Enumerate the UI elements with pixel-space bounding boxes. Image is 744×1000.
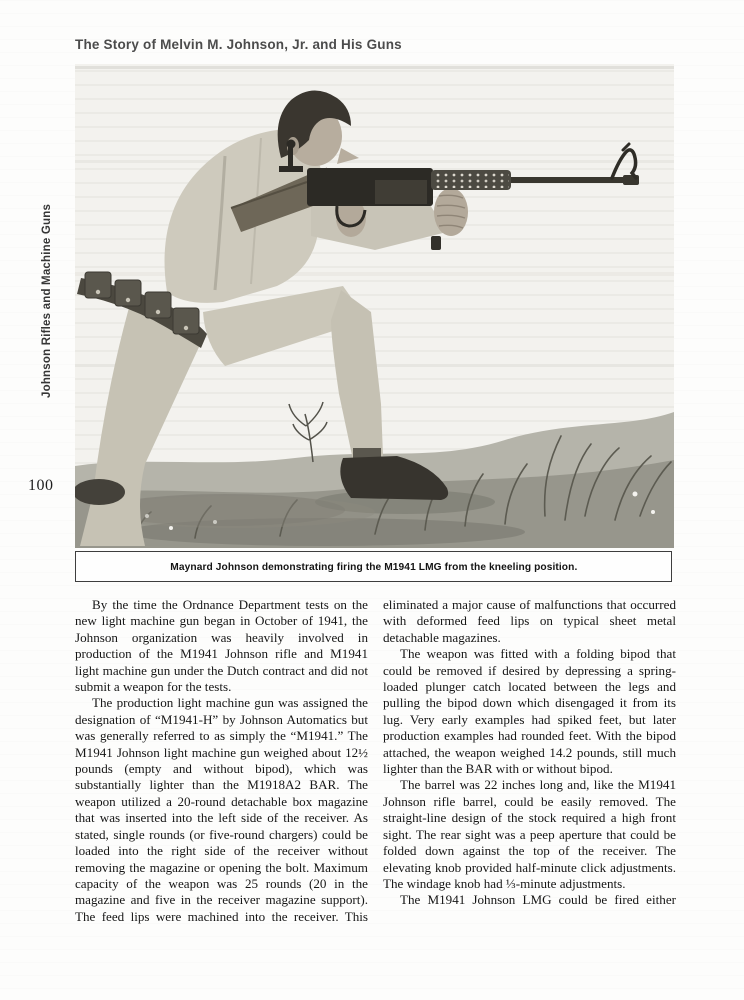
paragraph: The production light machine gun was assigned the designation of “M1941-H” by Johnson Automatics but was generally referred to as simply the “M1941.” The M1941 Johnson light machine gun weighed about 12½ pounds (empty and without bipod), which was substantially lighter than the M1918A2 BAR. The weapon utilized a 20-round detachable box magazine that was inserted into the left side of the receiver. As stated, single rounds (or five-round chargers) could be loaded into the right side of the receiver without removing the magazine or opening the bolt. Maximum capacity of the weapon was 25 rounds (20 in the magazine and five in the receiver magazine support). The feed lips were machined into the receiver. This: [75, 695, 368, 924]
paragraph: The M1941 Johnson LMG could be fired either: [400, 892, 676, 908]
photo-illustration: [75, 64, 674, 548]
paragraph: The weapon was fitted with a folding bipod that could be removed if desired by depressing a spring-loaded plunger catch located between the legs and pulling the bipod down which disengaged it from its lug. Very early examples had spiked feet, but later production examples had rounded feet. With the bipod attached, the weapon weighed 14.2 pounds, still much lighter than the BAR with or without bipod.: [383, 646, 676, 777]
paragraph: By the time the Ordnance Department tests on the new light machine gun began in October of 1941, the Johnson organization was heavily involved in production of the M1941 Johnson rifle and M1941 light machine gun under the Dutch contract and did not submit a weapon for the tests.: [75, 597, 368, 695]
page-number: 100: [28, 477, 54, 494]
photo-caption: Maynard Johnson demonstrating firing the M1941 LMG from the kneeling position.: [169, 560, 578, 573]
paragraph: eliminated a major cause of malfunctions that occurred with deformed feed lips on typical sheet metal detachable magazines.: [383, 597, 676, 645]
page-header-title: The Story of Melvin M. Johnson, Jr. and His Guns: [75, 37, 402, 52]
article-body: [75, 597, 676, 925]
photo-caption-box: [75, 551, 672, 582]
text-column-left: [75, 597, 368, 925]
photo-kneeling-shooter: [75, 64, 674, 548]
text-column-right: [383, 597, 676, 925]
sidebar-vertical-title: Johnson Rifles and Machine Guns: [41, 203, 53, 398]
paragraph: The barrel was 22 inches long and, like the M1941 Johnson rifle barrel, could be easily removed. The straight-line design of the stock required a high front sight. The rear sight was a peep aperture that could be folded down against the top of the receiver. The elevating knob provided half-minute click adjustments. The windage knob had ⅓-minute adjustments.: [383, 777, 676, 891]
